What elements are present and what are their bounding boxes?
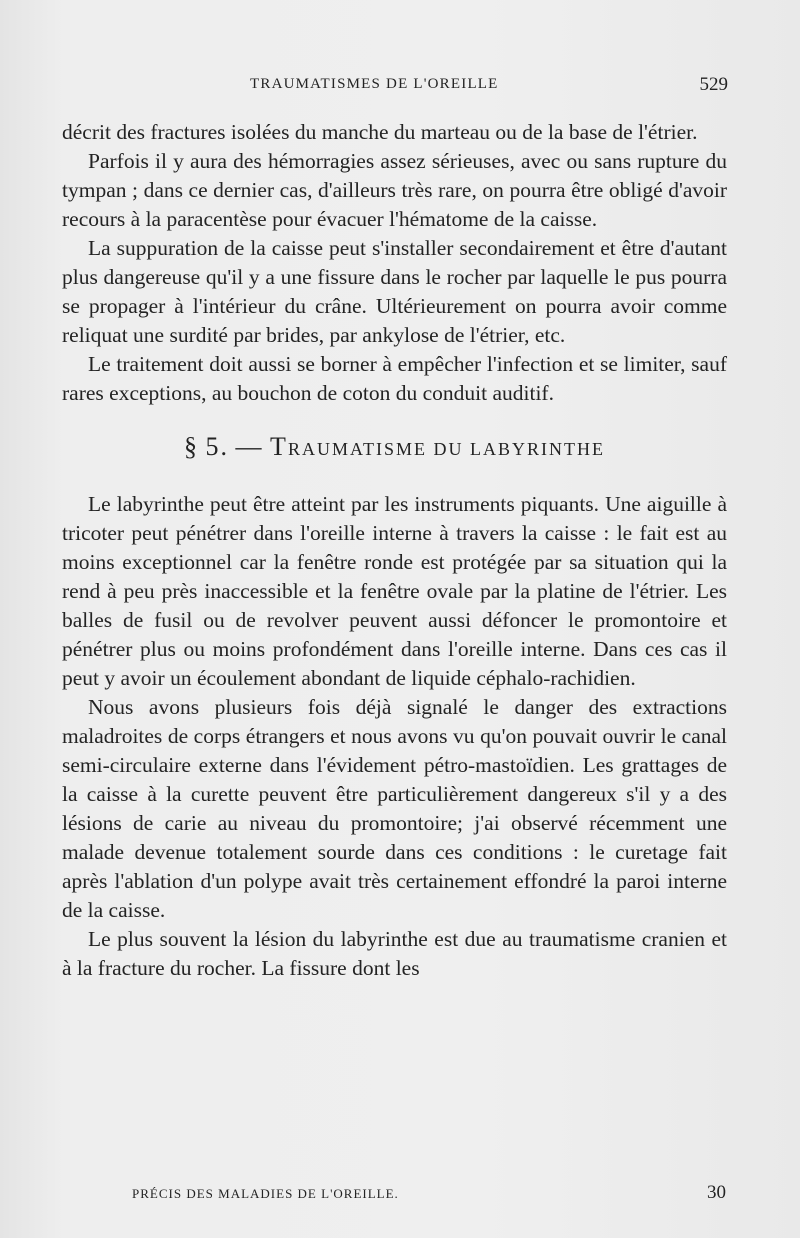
paragraph: décrit des fractures isolées du manche du marteau ou de la base de l'étrier. bbox=[62, 120, 698, 144]
paragraph: Parfois il y aura des hémorragies assez sérieuses, avec ou sans rupture du tympan ; dans ce dernier cas, d'ailleurs très rare, on pourra être obligé d'avoir recours à la paracentèse pour évacuer l'hématome de la caisse. bbox=[62, 149, 727, 231]
page-footer bbox=[132, 1182, 726, 1206]
footer-signature: PRÉCIS DES MALADIES DE L'OREILLE. bbox=[132, 1186, 399, 1201]
paragraph: Le plus souvent la lésion du labyrinthe est due au traumatisme cranien et à la fracture du rocher. La fissure dont les bbox=[62, 927, 727, 980]
section-dash: — bbox=[235, 432, 264, 461]
section-title: RAUMATISME DU LABYRINTHE bbox=[287, 439, 605, 459]
paragraph: Le labyrinthe peut être atteint par les instruments piquants. Une aiguille à tricoter peut pénétrer dans l'oreille interne à travers la caisse : le fait est au moins exceptionnel car la fenêtre ronde est protégée par sa situation qui la rend à peu près inaccessible et la fenêtre ovale par la platine de l'étrier. Les balles de fusil ou de revolver peuvent aussi défoncer le promontoire et pénétrer plus ou moins profondément dans l'oreille interne. Dans ces cas il peut y avoir un écoulement abondant de liquide céphalo-rachidien. bbox=[62, 492, 727, 690]
paragraph: Le traitement doit aussi se borner à empêcher l'infection et se limiter, sauf rares exceptions, au bouchon de coton du conduit auditif. bbox=[62, 352, 727, 405]
running-header bbox=[250, 76, 728, 100]
page-number: 529 bbox=[699, 74, 728, 95]
page-body bbox=[62, 118, 727, 983]
running-title: TRAUMATISMES DE L'OREILLE bbox=[250, 76, 499, 92]
section-initial: T bbox=[270, 432, 288, 461]
paragraph: La suppuration de la caisse peut s'installer secondairement et être d'autant plus dangereuse qu'il y a une fissure dans le rocher par laquelle le pus pourra se propager à l'intérieur du crâne. Ultérieurement on pourra avoir comme reliquat une surdité par brides, par ankylose de l'étrier, etc. bbox=[62, 236, 727, 347]
signature-number: 30 bbox=[707, 1182, 726, 1203]
section-symbol: § bbox=[184, 432, 200, 461]
section-heading bbox=[62, 432, 727, 464]
paragraph: Nous avons plusieurs fois déjà signalé le danger des extractions maladroites de corps étrangers et nous avons vu qu'on pouvait ouvrir le canal semi-circulaire externe dans l'évidement pétro-mastoïdien. Les grattages de la caisse à la curette peuvent être particulièrement dangereux s'il y a des lésions de carie au niveau du promontoire; j'ai observé récemment une malade devenue totalement sourde dans ces conditions : le curetage fait après l'ablation d'un polype avait très certainement effondré la paroi interne de la caisse. bbox=[62, 695, 727, 922]
section-number: 5. bbox=[205, 432, 230, 461]
